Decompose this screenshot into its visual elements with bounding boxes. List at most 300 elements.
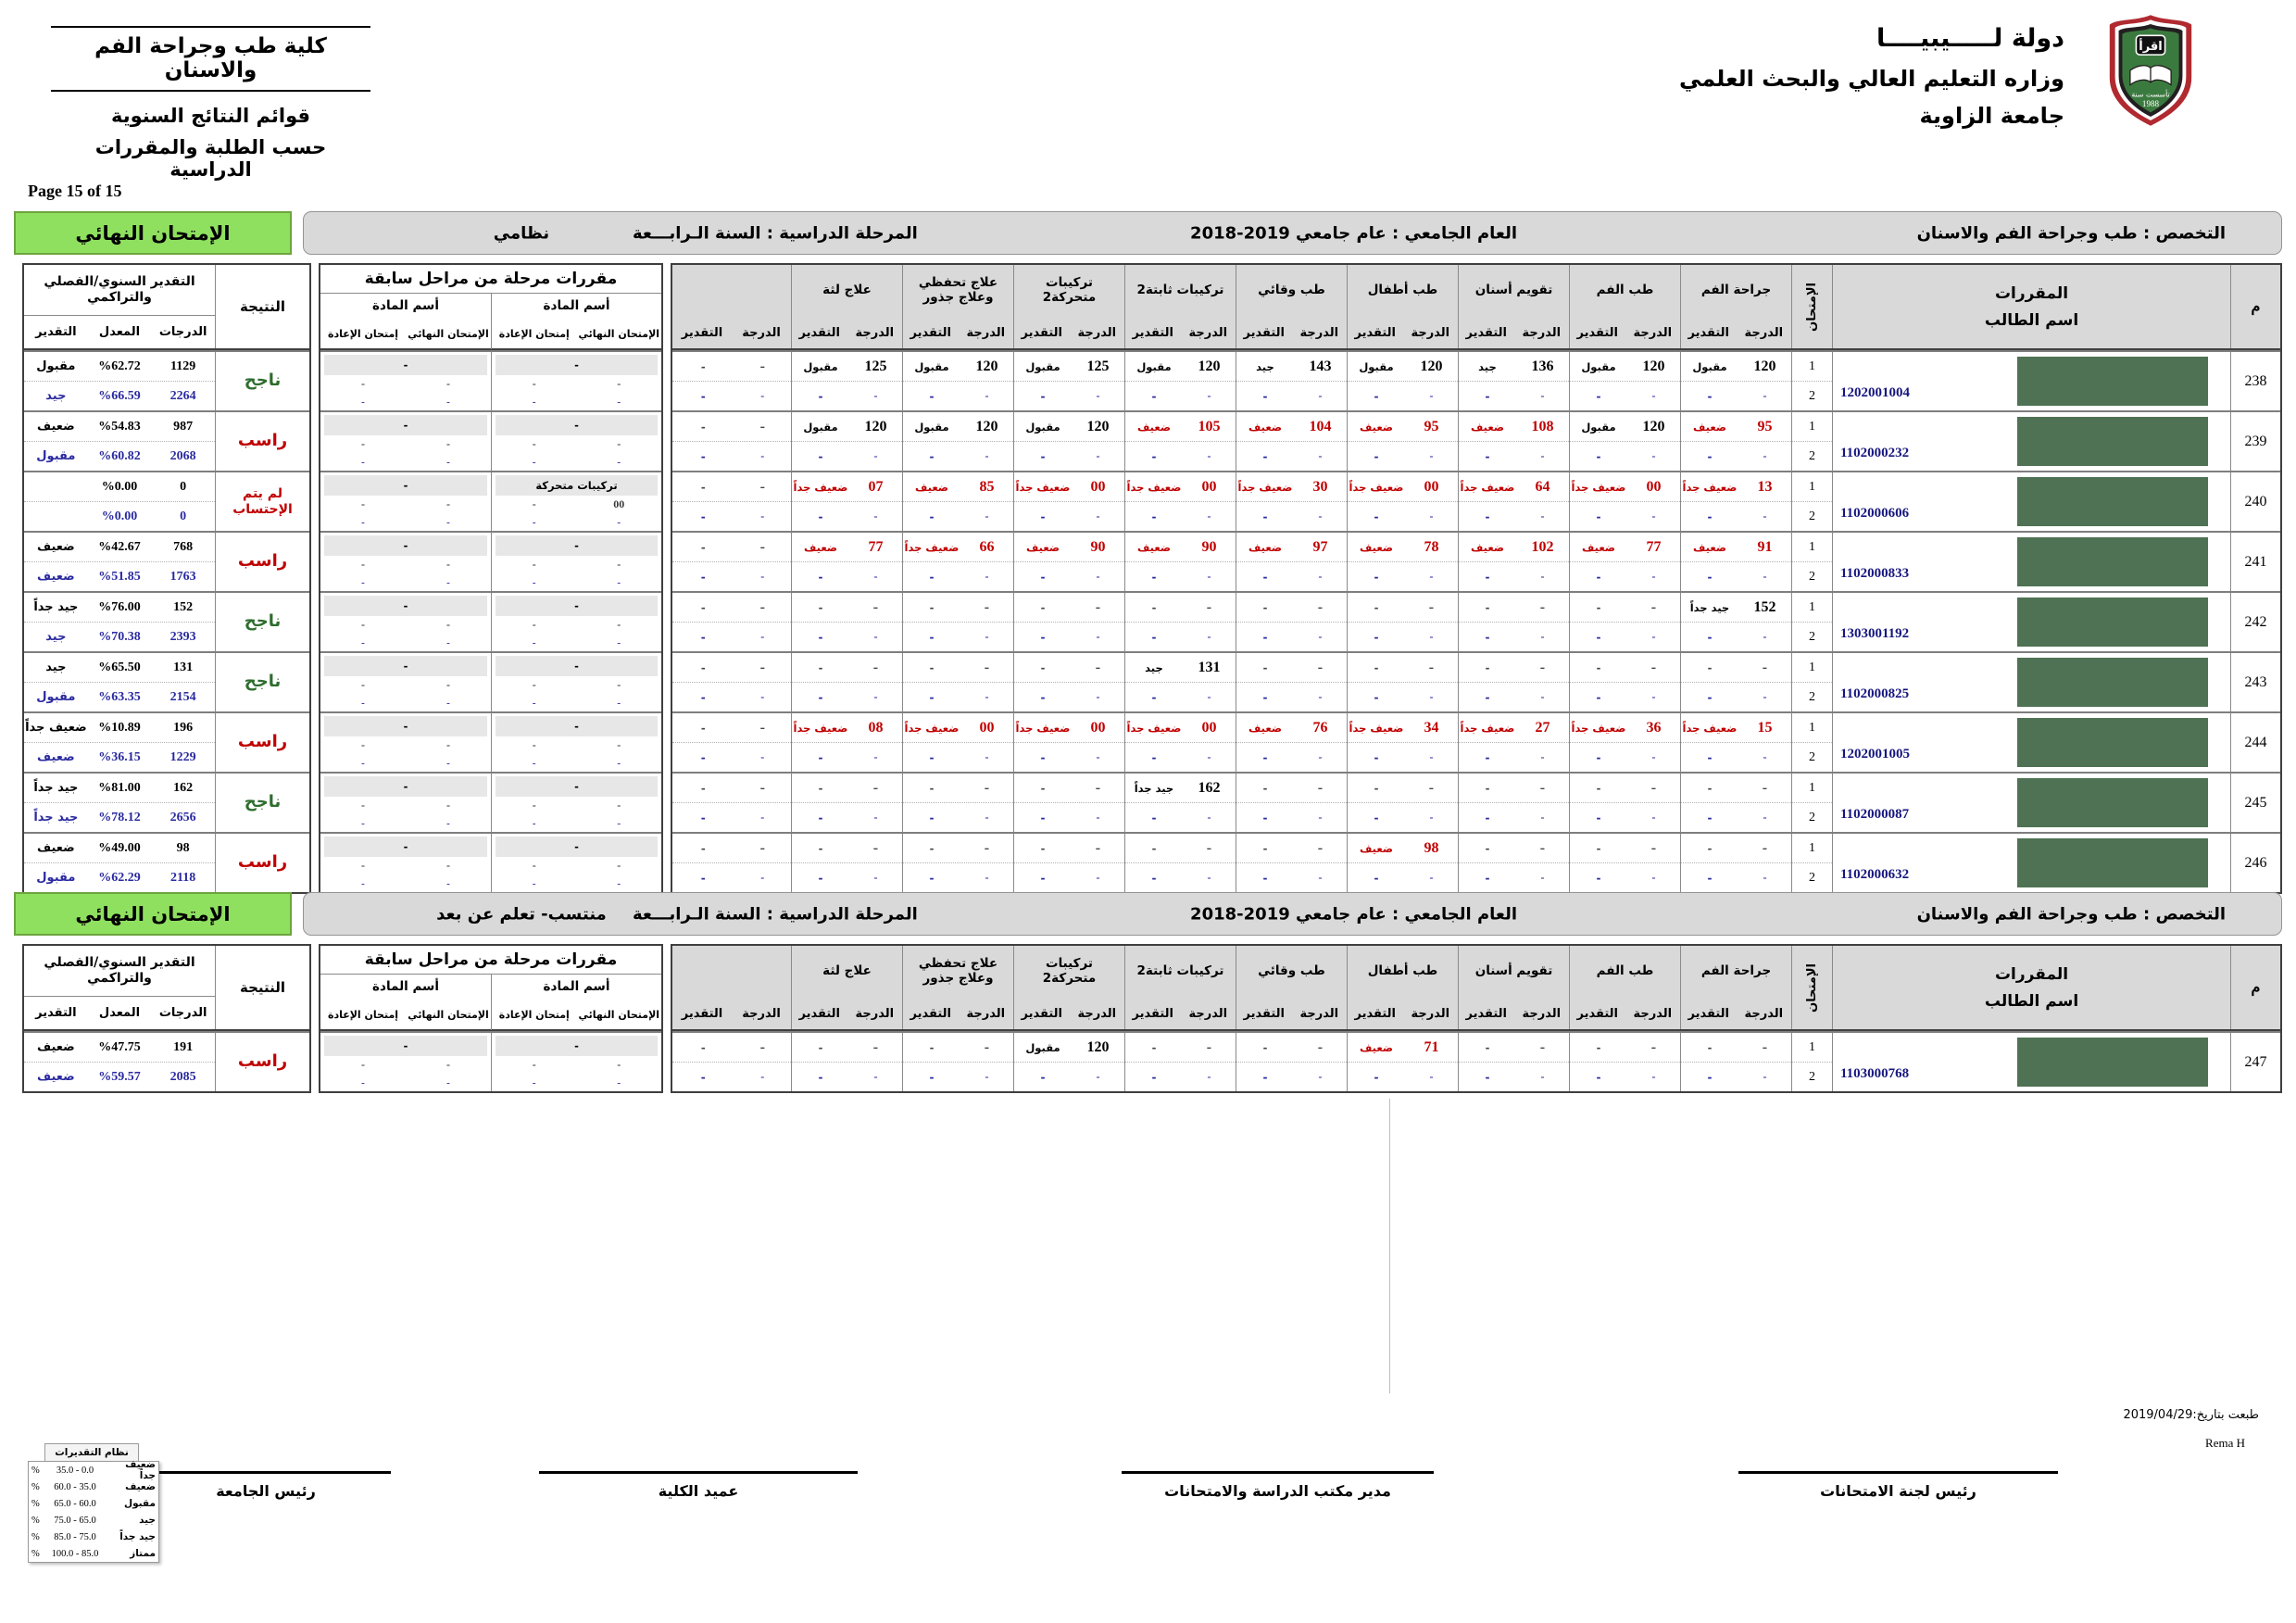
exam1-values (672, 412, 791, 441)
grade-value: 152 (1753, 598, 1776, 615)
appraisal-value-retake: - (1151, 449, 1157, 463)
results-section (14, 892, 2282, 1093)
previous-courses-header (320, 265, 661, 350)
grade-value: - (759, 418, 765, 434)
appraisal-value: - (1707, 841, 1713, 855)
student-id: 1102000606 (1840, 506, 1910, 521)
appraisal-value-retake: - (929, 570, 935, 584)
appraisal-value: ضعيف (1692, 420, 1726, 434)
grade-value-retake: - (873, 630, 878, 643)
grading-range: 100.0 - 85.0 (51, 1548, 99, 1559)
previous-final-dash: - (446, 697, 450, 709)
course-grade-cell (902, 352, 1013, 410)
previous-retake-value: - (532, 678, 536, 691)
exam-line-2: 2 (1792, 1062, 1832, 1091)
course-grade-cell (1680, 774, 1791, 832)
course-grade-cell (1458, 593, 1569, 651)
student-name-redacted (2017, 838, 2208, 887)
grading-range: 85.0 - 75.0 (54, 1531, 96, 1542)
exam2-values (903, 561, 1013, 591)
course-name-label: تركيبات متحركة2 (1042, 955, 1097, 986)
appraisal-value: - (1151, 1040, 1157, 1054)
percent-sign: % (31, 1465, 40, 1476)
exam-line-1: 1 (1809, 359, 1815, 373)
appraisal-value-retake: - (818, 630, 823, 644)
signature-block (1122, 1471, 1434, 1500)
appraisal-value-retake: - (929, 871, 935, 885)
course-grade-cell (1013, 593, 1124, 651)
previous-second-line (320, 694, 491, 711)
annual-average: %54.83 (98, 419, 141, 434)
annual-line-2 (24, 862, 215, 892)
exam2-values (1236, 862, 1347, 892)
result-header: النتيجة (215, 265, 309, 348)
appraisal-value-retake: - (929, 1070, 935, 1084)
previous-courses-subheader (320, 294, 661, 349)
course-grade-cell (791, 412, 902, 471)
previous-retake-dash: - (532, 396, 536, 408)
course-grade-cell (791, 1033, 902, 1091)
appraisal-value: - (1262, 1040, 1268, 1054)
exam1-values (1236, 533, 1347, 561)
annual-average: %76.00 (98, 599, 141, 614)
previous-final-dash: - (446, 636, 450, 648)
appraisal-value-retake: - (818, 449, 823, 463)
exam1-values (1125, 713, 1236, 742)
previous-final-value: - (446, 618, 450, 631)
grade-value-retake: - (1096, 449, 1100, 462)
grade-value: 85 (979, 478, 995, 495)
grade-value: 78 (1424, 538, 1439, 555)
appraisal-value: - (1707, 781, 1713, 795)
exam1-values (1236, 412, 1347, 441)
course-grade-cell (1569, 412, 1680, 471)
exam2-values (672, 1062, 791, 1091)
previous-final-retake-values (320, 797, 491, 814)
grade-value: - (1762, 1038, 1768, 1055)
appraisal-value: ضعيف جداً (793, 480, 848, 494)
appraisal-value-retake: - (1485, 389, 1490, 403)
course-grade-cell (1569, 834, 1680, 892)
exam2-values (792, 802, 902, 832)
logo-founded-year: 1988 (2141, 99, 2160, 108)
course-header (1124, 265, 1236, 348)
course-grade-cell (1347, 774, 1458, 832)
course-grade-cell (1124, 653, 1236, 711)
appraisal-value: - (818, 841, 823, 855)
grade-label: الدرجة (1411, 1006, 1450, 1021)
exam2-values (1236, 441, 1347, 471)
appraisal-value: ضعيف جداً (1571, 480, 1626, 494)
exam1-values (1681, 352, 1791, 381)
exam1-values (672, 834, 791, 862)
appraisal-value-retake: - (1151, 510, 1157, 523)
appraisal-value: - (818, 661, 823, 674)
grade-value: 120 (1642, 418, 1665, 434)
results-section (14, 211, 2282, 894)
section-header-row (14, 211, 2282, 255)
exam-line-2: 2 (1792, 742, 1832, 772)
appraisal-value: مقبول (1136, 359, 1172, 373)
annual-appraisal-value: جيد (45, 389, 67, 403)
info-study-mode: نظامي (493, 223, 550, 243)
exam1-values (1014, 653, 1124, 682)
result-appraisal-row (24, 772, 309, 832)
annual-appraisal-value: ضعيف (37, 420, 75, 434)
row-number: 246 (2230, 834, 2280, 892)
previous-second-line (320, 874, 491, 892)
exam2-values (1348, 862, 1458, 892)
previous-retake-dash: - (532, 636, 536, 648)
exam2-values (792, 1062, 902, 1091)
previous-course-cell (491, 593, 661, 651)
grade-value-retake: - (1318, 630, 1323, 643)
exam2-values (1681, 1062, 1791, 1091)
appraisal-value: - (929, 841, 935, 855)
appraisal-value: ضعيف جداً (1237, 480, 1293, 494)
grade-value: - (1317, 598, 1324, 615)
appraisal-label: التقدير (1687, 325, 1729, 340)
grade-value-retake: - (1429, 510, 1434, 522)
course-header (1236, 946, 1347, 1029)
annual-appraisal-labels (24, 997, 215, 1029)
course-grade-cell (1013, 533, 1124, 591)
grade-value: - (1095, 839, 1101, 856)
exam1-values (1125, 412, 1236, 441)
previous-retake-dash: - (361, 757, 365, 769)
annual-average: %62.29 (98, 870, 141, 885)
report-subtitle: حسب الطلبة والمقررات الدراسية (94, 136, 327, 181)
annual-line-1 (24, 1033, 215, 1062)
annual-total: 2154 (169, 689, 196, 704)
previous-final-retake-values (320, 736, 491, 754)
appraisal-value-retake: - (929, 389, 935, 403)
annual-line-2 (24, 802, 215, 832)
grade-value-retake: - (985, 750, 989, 763)
grade-value: - (1095, 779, 1101, 796)
appraisal-value: ضعيف جداً (1349, 480, 1404, 494)
previous-final-retake-values (492, 375, 661, 393)
appraisal-value: مقبول (1581, 359, 1616, 373)
grade-value-retake: - (985, 389, 989, 402)
exam2-values (1348, 682, 1458, 711)
student-cell (1832, 472, 2230, 531)
grade-value: - (1650, 779, 1657, 796)
grade-value-retake: - (1096, 570, 1100, 583)
info-specialty: التخصص : طب وجراحة الفم والاسنان (1916, 904, 2226, 924)
exam1-values (792, 713, 902, 742)
exam1-values (903, 533, 1013, 561)
appraisal-value: - (1485, 841, 1490, 855)
course-grade-cell (1680, 834, 1791, 892)
course-grade-cell (1124, 533, 1236, 591)
appraisal-value-retake: - (1374, 449, 1379, 463)
student-cell (1832, 352, 2230, 410)
exam2-values (1459, 742, 1569, 772)
previous-retake-value: - (532, 558, 536, 571)
appraisal-value: - (1596, 781, 1601, 795)
grade-value: 120 (1086, 418, 1110, 434)
course-grade-cell (1458, 352, 1569, 410)
course-grade-cell (672, 653, 791, 711)
grade-value-retake: - (985, 1070, 989, 1083)
course-header (902, 946, 1013, 1029)
student-cell (1832, 774, 2230, 832)
course-grade-cell (1347, 653, 1458, 711)
appraisal-value: جيد (1478, 359, 1497, 373)
exam-number-cell (1791, 1033, 1832, 1091)
grade-label: الدرجة (966, 325, 1006, 340)
exam-line-1: 1 (1809, 660, 1815, 674)
exam1-values (1125, 653, 1236, 682)
exam2-values (792, 742, 902, 772)
course-header (791, 946, 902, 1029)
previous-second-line (492, 874, 661, 892)
exam2-values (792, 501, 902, 531)
course-grade-cell (672, 593, 791, 651)
course-header (672, 946, 791, 1029)
previous-retake-value: - (532, 859, 536, 872)
previous-final-dash: - (617, 877, 621, 889)
previous-final-value: - (617, 859, 621, 872)
grade-label: الدرجة (1077, 325, 1117, 340)
exam1-values (792, 352, 902, 381)
grade-value: - (984, 1038, 990, 1055)
exam1-values (1236, 713, 1347, 742)
appraisal-value: ضعيف جداً (1460, 480, 1515, 494)
grade-value: 95 (1757, 418, 1773, 434)
annual-appraisal-value: ضعيف (37, 1070, 75, 1084)
appraisal-value: - (1596, 661, 1601, 674)
previous-courses-title: مقررات مرحلة من مراحل سابقة (320, 946, 661, 975)
grade-value: - (1650, 598, 1657, 615)
course-grade-cell (902, 834, 1013, 892)
exam2-values (792, 561, 902, 591)
course-name-label: طب وقائي (1258, 282, 1325, 297)
course-grade-cell (1013, 412, 1124, 471)
exam-number-cell (1791, 352, 1832, 410)
appraisal-value: - (700, 1040, 706, 1054)
exam1-values (1014, 412, 1124, 441)
student-row (672, 350, 2280, 410)
grade-value-retake: - (760, 690, 765, 703)
course-grade-cell (791, 834, 902, 892)
exam1-values (1236, 834, 1347, 862)
table-border-artifact-line (1389, 1099, 1390, 1393)
course-grade-cell (1013, 653, 1124, 711)
appraisal-value-retake: - (818, 389, 823, 403)
appraisal-value-retake: - (1374, 811, 1379, 824)
exam1-values (903, 412, 1013, 441)
student-row (672, 1031, 2280, 1091)
exam1-values (1681, 593, 1791, 622)
annual-line-1 (24, 653, 215, 682)
course-grade-cell (791, 472, 902, 531)
exam2-values (903, 802, 1013, 832)
previous-course-cell (491, 1033, 661, 1091)
courses-title-label: المقررات (1994, 283, 2069, 303)
previous-retake-dash: - (532, 697, 536, 709)
course-grade-cell (1569, 1033, 1680, 1091)
previous-course-name: - (496, 716, 658, 736)
appraisal-value: - (1040, 600, 1046, 614)
previous-retake-value: - (361, 1058, 365, 1071)
grade-appraisal-labels (792, 315, 902, 350)
exam2-values (1681, 862, 1791, 892)
result-value: راسب (237, 431, 288, 451)
appraisal-value-retake: - (700, 570, 706, 584)
table-header-main (672, 946, 2280, 1031)
previous-second-line (492, 694, 661, 711)
course-grade-cell (902, 774, 1013, 832)
exam2-values (1459, 561, 1569, 591)
grade-value: - (872, 1038, 879, 1055)
exam-number-cell (1791, 713, 1832, 772)
previous-final-dash: - (617, 636, 621, 648)
course-header (1680, 265, 1791, 348)
grade-label: الدرجة (966, 1006, 1006, 1021)
appraisal-value: ضعيف (1692, 540, 1726, 554)
appraisal-value: - (1262, 841, 1268, 855)
grade-value: - (759, 478, 765, 495)
exam2-values (903, 862, 1013, 892)
grade-value-retake: - (1763, 1070, 1767, 1083)
appraisal-value-retake: - (1485, 871, 1490, 885)
previous-final-dash: - (446, 396, 450, 408)
grade-value-retake: - (1207, 389, 1211, 402)
course-grade-cell (1680, 593, 1791, 651)
previous-course-cell (320, 352, 491, 410)
appraisal-value-retake: - (1374, 630, 1379, 644)
previous-retake-value: - (361, 377, 365, 390)
grade-value: 91 (1757, 538, 1773, 555)
exam1-values (903, 834, 1013, 862)
exam-number-cell (1791, 653, 1832, 711)
faculty-header (51, 26, 370, 181)
previous-retake-dash: - (532, 877, 536, 889)
appraisal-value-retake: - (1040, 510, 1046, 523)
appraisal-value-retake: - (1596, 570, 1601, 584)
appraisal-value: - (1485, 600, 1490, 614)
appraisal-value-retake: - (1040, 871, 1046, 885)
exam1-values (1459, 774, 1569, 802)
previous-course-name: - (324, 596, 487, 616)
previous-retake-dash: - (361, 697, 365, 709)
previous-course-cell (320, 533, 491, 591)
grade-value: 27 (1535, 719, 1550, 736)
previous-course-column-header (320, 294, 491, 349)
grade-value: 120 (1086, 1038, 1110, 1055)
annual-appraisal-value: جيد (45, 630, 67, 644)
exam1-values (1570, 774, 1680, 802)
exam1-values (1236, 1033, 1347, 1062)
appraisal-value-retake: - (700, 1070, 706, 1084)
grade-appraisal-labels (1125, 996, 1236, 1031)
exam-line-1: 1 (1809, 720, 1815, 735)
previous-course-name: تركيبات متحركة (496, 475, 658, 496)
appraisal-value: - (1151, 841, 1157, 855)
exam2-values (903, 501, 1013, 531)
result-cell (215, 713, 309, 772)
grade-value-retake: - (1540, 630, 1545, 643)
previous-course-cell (491, 774, 661, 832)
grade-value-retake: - (1207, 1070, 1211, 1083)
grade-label: الدرجة (855, 325, 895, 340)
exam2-values (672, 862, 791, 892)
grade-value: 131 (1198, 659, 1221, 675)
grade-value: 125 (1086, 358, 1110, 374)
previous-final-value: - (446, 859, 450, 872)
annual-line-1 (24, 352, 215, 381)
grading-range: 65.0 - 60.0 (54, 1498, 96, 1509)
signature-block (539, 1471, 858, 1500)
exam2-values (792, 622, 902, 651)
course-grade-cell (1124, 834, 1236, 892)
course-header (1569, 265, 1680, 348)
appraisal-value: - (1596, 600, 1601, 614)
grade-appraisal-labels (1125, 315, 1236, 350)
exam2-values (1681, 561, 1791, 591)
exam1-values (792, 472, 902, 501)
annual-line-2 (24, 1062, 215, 1091)
course-header (1569, 946, 1680, 1029)
appraisal-label: التقدير (910, 1006, 951, 1021)
grade-value: - (872, 659, 879, 675)
exam2-values (1459, 802, 1569, 832)
course-header (672, 265, 791, 348)
grade-value-retake: - (760, 449, 765, 462)
appraisal-value-retake: - (1040, 630, 1046, 644)
appraisal-label: التقدير (681, 325, 723, 340)
appraisal-value: - (1374, 600, 1379, 614)
grade-value-retake: - (1763, 871, 1767, 884)
exam-line-1: 1 (1809, 780, 1815, 795)
appraisal-value: ضعيف جداً (1682, 721, 1738, 735)
course-name-label: طب وقائي (1258, 962, 1325, 978)
exam2-values (1236, 742, 1347, 772)
previous-final-retake-values (320, 616, 491, 634)
course-header (902, 265, 1013, 348)
info-stage: المرحلة الدراسية : السنة الـرابـــعة (633, 223, 918, 243)
student-name-redacted (2017, 1038, 2208, 1087)
previous-retake-value: - (532, 618, 536, 631)
exam1-values (1125, 834, 1236, 862)
appraisal-value-retake: - (818, 510, 823, 523)
exam-line-1: 1 (1809, 1039, 1815, 1054)
grading-range: 35.0 - 0.0 (56, 1465, 94, 1476)
annual-total: 196 (173, 720, 194, 735)
grade-appraisal-labels (672, 315, 791, 350)
info-study-mode: منتسب- تعلم عن بعد (436, 904, 607, 924)
appraisal-label: التقدير (1132, 325, 1173, 340)
appraisal-value: ضعيف (1359, 841, 1393, 855)
result-appraisal-box (22, 944, 311, 1093)
course-grade-cell (1124, 472, 1236, 531)
student-id: 1102000825 (1840, 686, 1910, 701)
appraisal-label: التقدير (1021, 325, 1062, 340)
previous-course-cell (491, 533, 661, 591)
exam1-values (1459, 713, 1569, 742)
previous-final-retake-values (320, 556, 491, 573)
grade-value-retake: - (1651, 690, 1656, 703)
grade-value: 104 (1309, 418, 1332, 434)
grade-value: 34 (1424, 719, 1439, 736)
final-exam-label: الإمتحان النهائي (408, 1008, 489, 1021)
annual-line-1 (24, 412, 215, 441)
exam2-values (1459, 862, 1569, 892)
appraisal-value: ضعيف (1359, 1040, 1393, 1054)
exam1-values (1125, 352, 1236, 381)
